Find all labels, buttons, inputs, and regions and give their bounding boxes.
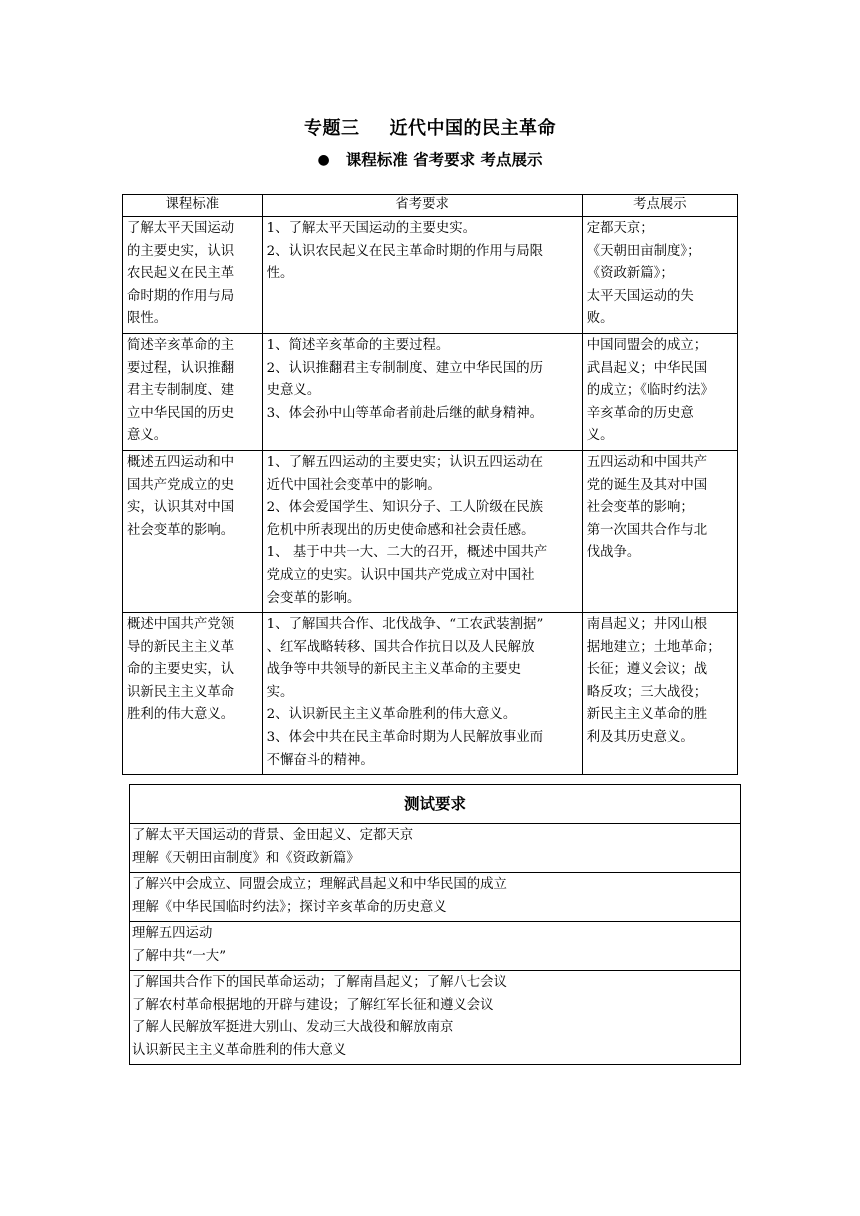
- requirements-line: 1、 基于中共一大、二大的召开，概述中国共产: [266, 545, 548, 561]
- requirements-line: 党成立的史实。认识中国共产党成立对中国社: [266, 567, 535, 583]
- requirements-line: 3、体会孙中山等革命者前赴后继的献身精神。: [266, 405, 543, 421]
- requirements-line: 2、认识推翻君主专制制度、建立中华民国的历: [266, 360, 543, 376]
- standard-line: 命的主要史实，认: [127, 662, 235, 678]
- points-line: 略反攻；三大战役；: [586, 684, 708, 700]
- points-line: 据地建立；土地革命；: [586, 639, 721, 655]
- standard-line: 君主专制制度、建: [127, 383, 235, 399]
- test-line: 了解人民解放军挺进大别山、发动三大战役和解放南京: [132, 1020, 454, 1035]
- standard-line: 国共产党成立的史: [127, 477, 235, 493]
- points-line: 辛亥革命的历史意: [586, 405, 694, 421]
- test-row: [130, 971, 741, 1065]
- requirements-cell: [262, 450, 582, 612]
- standard-cell: [123, 450, 263, 612]
- test-line: 了解太平天国运动的背景、金田起义、定都天京: [132, 828, 414, 843]
- requirements-line: 史意义。: [266, 383, 321, 399]
- test-cell: [130, 922, 741, 971]
- points-cell: [582, 333, 737, 450]
- points-line: 定都天京；: [586, 221, 654, 236]
- requirements-line: 1、简述辛亥革命的主要过程。: [266, 337, 450, 353]
- points-line: 五四运动和中国共产: [586, 454, 708, 470]
- table-row: [123, 217, 738, 334]
- header-key-points: 考点展示: [582, 195, 737, 217]
- test-line: 了解兴中会成立、同盟会成立；理解武昌起义和中华民国的成立: [132, 877, 507, 892]
- test-line: 理解《天朝田亩制度》和《资政新篇》: [132, 850, 360, 866]
- standard-line: 识新民主主义革命: [127, 684, 235, 700]
- points-line: 武昌起义；中华民国: [586, 360, 708, 376]
- test-cell: [130, 824, 741, 873]
- title-topic-name: 近代中国的民主革命: [389, 118, 556, 139]
- standard-line: 命时期的作用与局: [127, 288, 235, 304]
- points-line: 长征；遵义会议；战: [586, 662, 708, 678]
- test-requirements-title: 测试要求: [130, 785, 741, 824]
- test-cell: [130, 873, 741, 922]
- test-requirements-table: [129, 784, 741, 1065]
- points-line: 伐战争。: [586, 545, 641, 561]
- requirements-line: 1、了解国共合作、北伐战争、“工农武装割据”: [266, 617, 544, 633]
- test-line: 理解五四运动: [132, 926, 213, 941]
- points-line: 南昌起义；井冈山根: [586, 617, 708, 633]
- points-line: 太平天国运动的失: [586, 288, 694, 304]
- requirements-line: 会变革的影响。: [266, 590, 361, 606]
- page-title: [0, 114, 860, 140]
- standard-cell: [123, 613, 263, 775]
- standard-cell: [123, 333, 263, 450]
- test-line: 了解中共“一大”: [132, 948, 227, 964]
- points-line: 新民主主义革命的胜: [586, 707, 708, 723]
- points-line: 的成立；《临时约法》: [586, 383, 714, 399]
- standard-line: 农民起义在民主革: [127, 266, 235, 282]
- test-line: 认识新民主主义革命胜利的伟大意义: [132, 1042, 347, 1058]
- header-course-standard: 课程标准: [123, 195, 263, 217]
- points-cell: [582, 613, 737, 775]
- requirements-line: 战争等中共领导的新民主主义革命的主要史: [266, 662, 522, 678]
- standard-line: 概述中国共产党领: [127, 617, 235, 633]
- header-exam-requirements: 省考要求: [262, 195, 582, 217]
- table-row: [123, 613, 738, 775]
- table-row: [123, 450, 738, 612]
- requirements-line: 实。: [266, 684, 294, 700]
- standard-line: 概述五四运动和中: [127, 454, 235, 470]
- subtitle: [0, 148, 860, 170]
- requirements-cell: [262, 333, 582, 450]
- requirements-line: 2、认识新民主主义革命胜利的伟大意义。: [266, 707, 517, 723]
- standards-header-row: [123, 195, 738, 217]
- test-row: [130, 922, 741, 971]
- bullet-icon: ●: [317, 152, 330, 168]
- test-line: 了解国共合作下的国民革命运动；了解南昌起义；了解八七会议: [132, 975, 507, 990]
- standard-line: 导的新民主主义革: [127, 639, 235, 655]
- points-line: 利及其历史意义。: [586, 730, 694, 746]
- table-row: [123, 333, 738, 450]
- points-line: 党的诞生及其对中国: [586, 477, 708, 493]
- requirements-line: 性。: [266, 266, 294, 282]
- points-cell: [582, 217, 737, 334]
- points-line: 《天朝田亩制度》；: [586, 243, 701, 259]
- requirements-line: 危机中所表现出的历史使命感和社会责任感。: [266, 522, 535, 538]
- points-line: 社会变革的影响；: [586, 500, 694, 516]
- requirements-line: 3、体会中共在民主革命时期为人民解放事业而: [266, 730, 543, 746]
- standard-line: 简述辛亥革命的主: [127, 337, 235, 353]
- standard-line: 意义。: [127, 428, 168, 444]
- standard-cell: [123, 217, 263, 334]
- standard-line: 实，认识其对中国: [127, 500, 235, 516]
- requirements-cell: [262, 217, 582, 334]
- test-row: [130, 824, 741, 873]
- requirements-line: 2、认识农民起义在民主革命时期的作用与局限: [266, 243, 543, 259]
- points-line: 《资政新篇》；: [586, 266, 674, 282]
- requirements-line: 、红军战略转移、国共合作抗日以及人民解放: [266, 639, 535, 655]
- requirements-line: 2、体会爱国学生、知识分子、工人阶级在民族: [266, 500, 543, 516]
- requirements-line: 不懈奋斗的精神。: [266, 752, 374, 768]
- standards-table: [122, 194, 738, 775]
- points-cell: [582, 450, 737, 612]
- standard-line: 社会变革的影响。: [127, 522, 235, 538]
- standard-line: 立中华民国的历史: [127, 405, 235, 421]
- standard-line: 的主要史实，认识: [127, 243, 235, 259]
- requirements-line: 1、了解太平天国运动的主要史实。: [266, 221, 477, 236]
- standard-line: 了解太平天国运动: [127, 221, 235, 236]
- standard-line: 要过程，认识推翻: [127, 360, 235, 376]
- points-line: 中国同盟会的成立；: [586, 337, 708, 353]
- title-topic-number: 专题三: [304, 118, 360, 139]
- requirements-cell: [262, 613, 582, 775]
- subtitle-text: 课程标准 省考要求 考点展示: [345, 151, 543, 169]
- points-line: 败。: [586, 311, 614, 327]
- standard-line: 胜利的伟大意义。: [127, 707, 235, 723]
- requirements-line: 近代中国社会变革中的影响。: [266, 477, 441, 493]
- requirements-line: 1、了解五四运动的主要史实；认识五四运动在: [266, 454, 543, 470]
- test-row: [130, 873, 741, 922]
- points-line: 第一次国共合作与北: [586, 522, 708, 538]
- test-cell: [130, 971, 741, 1065]
- test-line: 理解《中华民国临时约法》；探讨辛亥革命的历史意义: [132, 899, 447, 915]
- standard-line: 限性。: [127, 311, 168, 327]
- points-line: 义。: [586, 428, 614, 444]
- test-line: 了解农村革命根据地的开辟与建设；了解红军长征和遵义会议: [132, 997, 494, 1013]
